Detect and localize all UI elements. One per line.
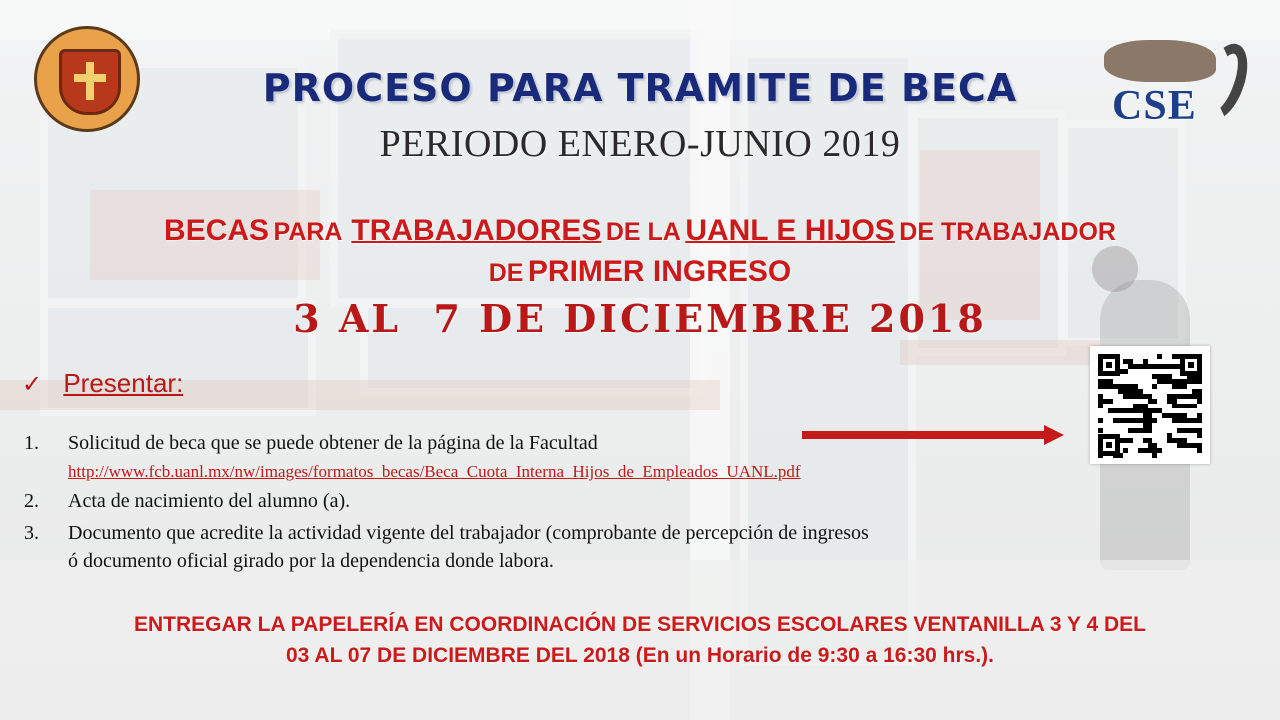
- de-la-word: DE LA: [605, 218, 681, 246]
- becas-heading: [0, 214, 1280, 248]
- trabajadores-word: TRABAJADORES: [351, 214, 602, 247]
- uanl-hijos-word: UANL E HIJOS: [685, 214, 895, 247]
- form-pdf-link[interactable]: http://www.fcb.uanl.mx/nw/images/formatos_becas/Beca_Cuota_Interna_Hijos_de_Empleados_UANL.pdf: [68, 462, 801, 481]
- presentar-heading: [22, 368, 183, 399]
- becas-word: BECAS: [164, 214, 270, 247]
- qr-code[interactable]: [1090, 346, 1210, 464]
- becas-heading-line2: [0, 255, 1280, 289]
- item-number: 2.: [24, 490, 39, 512]
- checkmark-icon: ✓: [22, 371, 43, 398]
- item-number: 3.: [24, 522, 39, 544]
- de-trabajador-word: DE TRABAJADOR: [899, 218, 1116, 246]
- date-range: 3 AL 7 DE DICIEMBRE 2018: [293, 296, 987, 341]
- de-word: DE: [488, 259, 524, 287]
- cse-logo-text: CSE: [1112, 83, 1197, 129]
- arrowhead: [1044, 425, 1064, 445]
- item-text: Solicitud de beca que se puede obtener de la página de la Facultad: [68, 432, 598, 454]
- item-text: Acta de nacimiento del alumno (a).: [68, 490, 351, 512]
- page-title: PROCESO PARA TRAMITE DE BECA: [262, 66, 1018, 110]
- para-word: PARA: [273, 218, 343, 246]
- item-text: ó documento oficial girado por la dependencia donde labora.: [68, 550, 554, 572]
- presentar-label: Presentar:: [63, 368, 184, 398]
- period-subtitle: PERIODO ENERO-JUNIO 2019: [379, 123, 901, 165]
- primer-ingreso-word: PRIMER INGRESO: [527, 255, 792, 288]
- delivery-instructions: [0, 609, 1280, 671]
- item-text: Documento que acredite la actividad vigente del trabajador (comprobante de percepción de ingresos: [68, 522, 869, 544]
- footer-line-2: 03 AL 07 DE DICIEMBRE DEL 2018 (En un Horario de 9:30 a 16:30 hrs.).: [285, 644, 994, 667]
- footer-line-1: ENTREGAR LA PAPELERÍA EN COORDINACIÓN DE SERVICIOS ESCOLARES VENTANILLA 3 Y 4 DEL: [133, 613, 1147, 636]
- item-number: 1.: [24, 432, 39, 454]
- right-arrow-icon: [802, 431, 1047, 439]
